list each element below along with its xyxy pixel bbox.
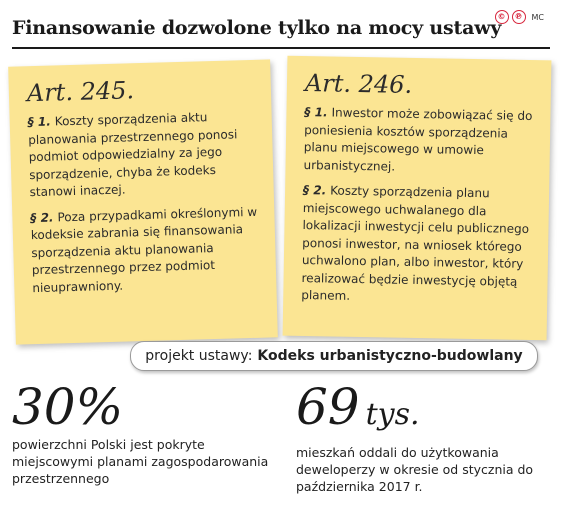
paragraph-text: Koszty sporządzenia aktu planowania przestrzennego ponosi podmiot odpowiedzialny za jego sporządzenie, chyba że kodeks stanowi inaczej. <box>28 110 238 200</box>
source-name: Kodeks urbanistyczno-budowlany <box>257 348 523 364</box>
sticky-note-art-245 <box>8 59 278 344</box>
stat-number: 69 <box>296 378 360 436</box>
section-mark: § 1. <box>304 105 328 120</box>
page-title: Finansowanie dozwolone tylko na mocy ustawy <box>12 17 502 39</box>
credits <box>495 10 545 24</box>
stat-number: 30% <box>12 378 124 436</box>
note-content <box>301 68 537 317</box>
section-mark: § 2. <box>302 183 327 198</box>
stat-unit: tys. <box>365 397 420 432</box>
article-paragraph <box>28 108 260 202</box>
credit-author: MC <box>531 12 544 22</box>
stat-description: mieszkań oddali do użytkowania deweloperzy w okresie od stycznia do października 2017 r. <box>296 445 534 494</box>
copyright-icon: © <box>495 10 509 24</box>
article-title: Art. 245. <box>26 76 135 108</box>
stat-value <box>296 378 556 444</box>
sticky-note-art-246 <box>283 56 552 341</box>
phonogram-icon: ℗ <box>512 10 526 24</box>
source-prefix: projekt ustawy: <box>145 348 253 364</box>
source-label <box>130 341 538 371</box>
article-paragraph <box>303 104 536 178</box>
article-paragraph <box>301 182 535 309</box>
section-mark: § 2. <box>30 210 54 225</box>
stat-value <box>12 378 282 436</box>
stat-description: powierzchni Polski jest pokryte miejscowymi planami zagospodarowania przestrzennego <box>12 437 269 486</box>
article-paragraph <box>30 203 262 297</box>
paragraph-text: Koszty sporządzenia planu miejscowego uchwalanego dla lokalizacji inwestycji celu publicznego ponosi inwestor, na wniosek którego uchwalono plan, albo inwestor, który realizować będzie inwestycję objętą planem. <box>301 183 530 303</box>
paragraph-text: Inwestor może zobowiązać się do poniesienia kosztów sporządzenia planu miejscowego w umowie urbanistycznej. <box>303 105 533 174</box>
section-mark: § 1. <box>27 114 52 130</box>
article-title: Art. 246. <box>304 69 413 99</box>
stat-apartments <box>296 378 556 495</box>
infographic-header <box>12 12 550 46</box>
paragraph-text: Poza przypadkami określonymi w kodeksie zabrania się finansowania sporządzenia aktu planowania przestrzennego przez podmiot nieuprawniony. <box>30 204 258 295</box>
title-divider <box>12 47 550 49</box>
note-content <box>26 72 262 305</box>
stat-coverage <box>12 378 282 487</box>
